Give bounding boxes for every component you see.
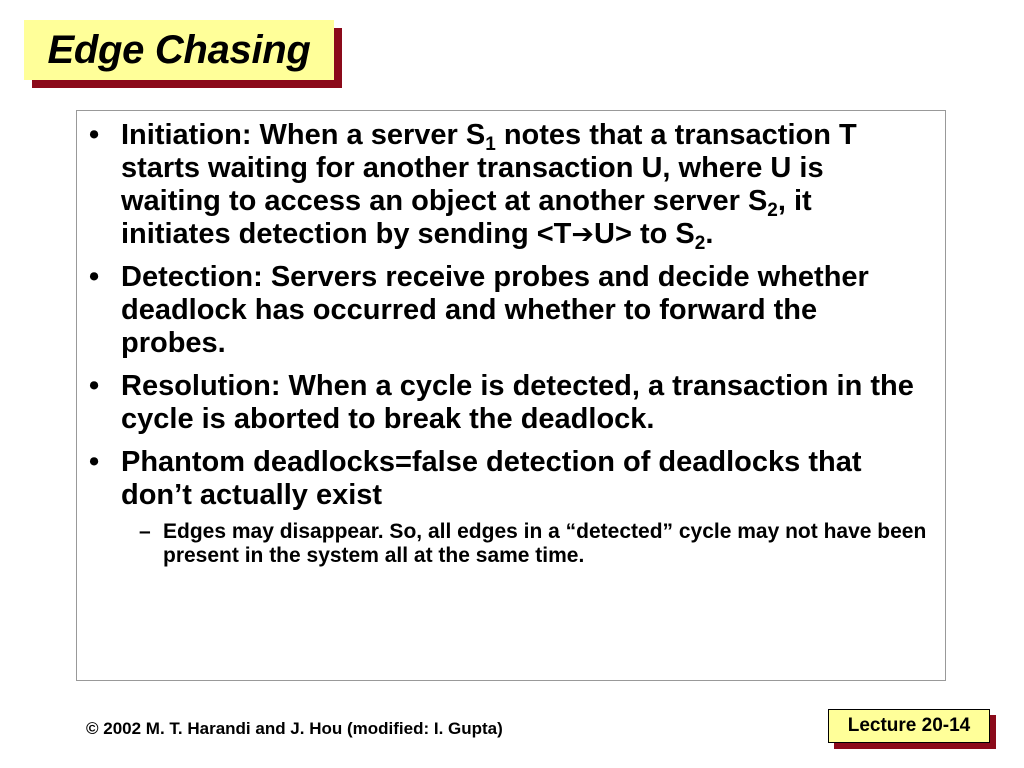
bullet-resolution-text: Resolution: When a cycle is detected, a transaction in the cycle is aborted to break the deadlock.	[121, 370, 914, 435]
bullet-detection	[89, 261, 929, 360]
subbullet-edges-disappear-text: Edges may disappear. So, all edges in a “detected” cycle may not have been present in the system all at the same time.	[163, 520, 927, 567]
bullet-initiation-text-3: , it initiates detection by sending <T	[121, 185, 812, 250]
lecture-label-container	[828, 709, 990, 743]
subbullet-list	[121, 520, 929, 568]
bullet-initiation-text-5: .	[705, 218, 714, 250]
bullet-marker: •	[89, 119, 100, 151]
subbullet-edges-disappear	[121, 520, 929, 568]
slide-title-box	[24, 20, 334, 80]
subbullet-marker: –	[139, 520, 151, 543]
bullet-marker: •	[89, 370, 100, 402]
bullet-initiation-text-4: U> to S	[594, 218, 695, 250]
bullet-detection-text: Detection: Servers receive probes and decide whether deadlock has occurred and whether to forward the probes.	[121, 261, 869, 359]
slide-title: Edge Chasing	[47, 27, 311, 72]
right-arrow-icon: ➔	[571, 219, 595, 249]
bullet-list	[89, 119, 929, 578]
bullet-phantom-deadlocks	[89, 446, 929, 568]
content-box	[76, 110, 946, 681]
bullet-marker: •	[89, 446, 100, 478]
bullet-initiation-text-1: Initiation: When a server S	[121, 119, 486, 151]
bullet-phantom-deadlocks-text: Phantom deadlocks=false detection of deadlocks that don’t actually exist	[121, 446, 862, 511]
bullet-resolution	[89, 370, 929, 436]
bullet-initiation-text-2: notes that a transaction T starts waiting for another transaction U, where U is waiting to access an object at another server S	[121, 119, 857, 217]
subscript-s1: 1	[485, 134, 496, 155]
slide-title-container	[24, 20, 334, 80]
subscript-s2: 2	[767, 200, 778, 221]
subscript-s2-end: 2	[694, 233, 706, 254]
bullet-initiation	[89, 119, 929, 254]
bullet-marker: •	[89, 261, 100, 293]
footer-copyright: © 2002 M. T. Harandi and J. Hou (modified: I. Gupta)	[86, 719, 503, 738]
lecture-label: Lecture 20-14	[828, 709, 990, 743]
